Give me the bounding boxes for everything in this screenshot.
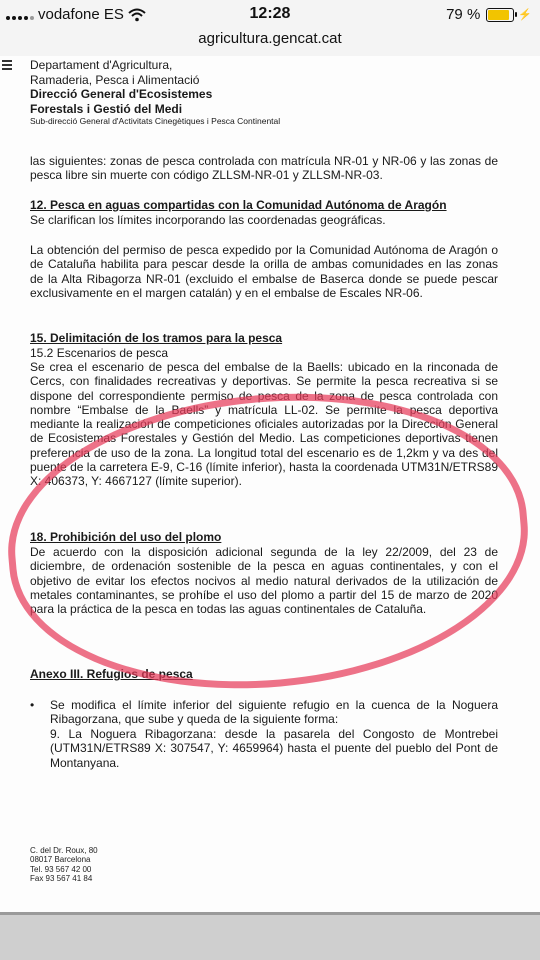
url-text: agricultura.gencat.cat (198, 30, 342, 47)
charging-icon: ⚡ (518, 9, 532, 21)
footer-fax: Fax 93 567 41 84 (30, 873, 93, 883)
page-edge-divider (0, 912, 540, 915)
footer-address (30, 846, 98, 883)
header-subdirection: Sub-direcció General d'Activitats Cinegètiques i Pesca Continental (30, 116, 281, 126)
section-12-paragraph-1: Se clarifican los límites incorporando las coordenadas geográficas. (30, 213, 386, 227)
document-header (30, 58, 280, 127)
footer-phone: Tel. 93 567 42 00 (30, 864, 92, 874)
section-15-title: 15. Delimitación de los tramos para la pesca (30, 331, 283, 345)
battery-group (446, 6, 532, 23)
section-12-paragraph-2: La obtención del permiso de pesca expedido por la Comunidad Autónoma de Aragón o de Cataluña habilita para pescar desde la orilla de ambas comunidades en las zonas de la Alta Ribagorza NR-01 (excluido el embalse de Baserca donde se puede pescar exclusivamente en el margen catalán) y en el embalse de Escales NR-06. (30, 243, 498, 300)
header-line-1: Departament d'Agricultura, (30, 58, 173, 72)
header-line-2: Ramaderia, Pesca i Alimentació (30, 72, 200, 87)
section-18-title: 18. Prohibición del uso del plomo (30, 530, 222, 544)
header-line-4: Forestals i Gestió del Medi (30, 101, 183, 116)
section-15-paragraph: Se crea el escenario de pesca del embalse de la Baells: ubicado en la rinconada de Cercs, con finalidades recreativas y deportivas. Se permite la pesca recreativa si se dispone del correspondiente permiso de pesca de la zona de pesca controlada con nombre “Embalse de la Baells” y matrícula LL-02. Se permite la pesca deportiva mediante la realización de competiciones oficiales autorizadas por la Dirección General de Ecosistemas Forestales y Gestión del Medio. Las competiciones deportivas tienen preferencia de uso de la zona. La longitud total del escenario es de 1,2km y va des del puente de la carretera E-9, C-16 (límite inferior), hasta la coordenada UTM31N/ETRS89 X: 406373, Y: 4667127 (límite superior). (30, 360, 498, 489)
section-15-subtitle: 15.2 Escenarios de pesca (30, 346, 169, 360)
footer-street: C. del Dr. Roux, 80 (30, 846, 98, 855)
battery-icon (486, 8, 514, 22)
annex-bullet: • (30, 698, 35, 712)
annex-paragraph-1: Se modifica el límite inferior del siguiente refugio en la cuenca de la Noguera Ribagorzana, que sube y queda de la siguiente forma: (50, 698, 498, 727)
page-bottom-background (0, 912, 540, 960)
carrier-name: vodafone ES (38, 6, 124, 23)
status-bar (0, 0, 540, 30)
section-18-paragraph: De acuerdo con la disposición adicional segunda de la ley 22/2009, del 23 de diciembre, de ordenación sostenible de la pesca en aguas continentales, y con el objetivo de evitar los efectos nocivos al medio natural derivados de la utilización de metales contaminantes, se prohíbe el uso del plomo a partir del 15 de marzo de 2020 para la práctica de la pesca en todas las aguas continentales de Cataluña. (30, 545, 498, 617)
intro-paragraph: las siguientes: zonas de pesca controlada con matrícula NR-01 y NR-06 y las zonas de pesca libre sin muerte con código ZLLSM-NR-01 y ZLLSM-NR-03. (30, 154, 498, 183)
section-12-title: 12. Pesca en aguas compartidas con la Comunidad Autónoma de Aragón (30, 198, 447, 212)
header-line-3: Direcció General d'Ecosistemes (30, 87, 213, 101)
address-bar[interactable] (0, 30, 540, 57)
annex-paragraph-2: 9. La Noguera Ribagorzana: desde la pasarela del Congosto de Montrebei (UTM31N/ETRS89 X: 307547, Y: 4659964) hasta el puente del pueblo del Pont de Montanyana. (50, 727, 498, 770)
footer-city: 08017 Barcelona (30, 855, 91, 865)
clock: 12:28 (249, 5, 291, 22)
battery-percent: 79 % (446, 6, 481, 23)
gencat-logo-icon (2, 60, 12, 72)
annex-3-title: Anexo III. Refugios de pesca (30, 667, 193, 681)
